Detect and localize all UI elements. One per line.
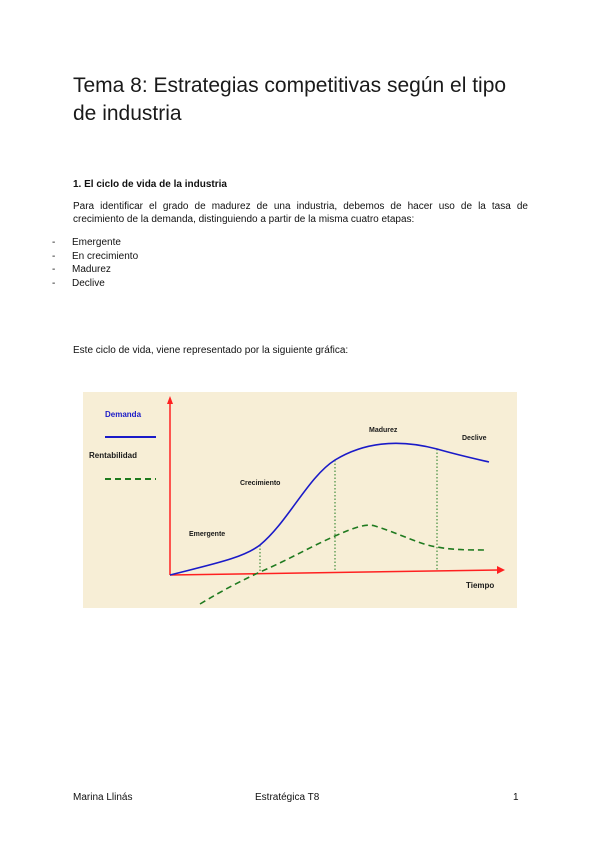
legend-label-rentabilidad: Rentabilidad [89,451,138,460]
footer-course: Estratégica T8 [255,792,320,803]
stage-label-emergente: Emergente [189,531,226,538]
section-heading: 1. El ciclo de vida de la industria [73,179,227,190]
x-axis-arrow [497,566,505,574]
y-axis-arrow [167,396,173,404]
footer-page-number: 1 [513,792,519,803]
x-axis [170,570,499,575]
lifecycle-chart-svg [83,392,517,608]
stage-list [52,236,138,290]
series-line-rentabilidad [200,525,487,604]
stage-label-crecimiento: Crecimiento [240,480,281,487]
list-item: - Emergente [52,236,138,250]
x-axis-label: Tiempo [466,581,495,590]
intro-paragraph: Para identificar el grado de madurez de una industria, debemos de hacer uso de la tasa de crecimiento de la demanda, distinguiendo a partir de la misma cuatro etapas: [73,201,528,225]
lifecycle-chart [83,392,517,608]
series-line-demanda [170,443,489,575]
footer-author: Marina Llinás [73,792,133,803]
chart-intro-text: Este ciclo de vida, viene representado por la siguiente gráfica: [73,345,349,356]
legend-label-demanda: Demanda [105,410,142,419]
list-item: - Madurez [52,263,138,277]
stage-label-madurez: Madurez [369,427,398,434]
page-title: Tema 8: Estrategias competitivas según el tipo de industria [73,74,507,125]
list-item: - Declive [52,277,138,291]
stage-label-declive: Declive [462,435,487,442]
list-item: - En crecimiento [52,250,138,264]
